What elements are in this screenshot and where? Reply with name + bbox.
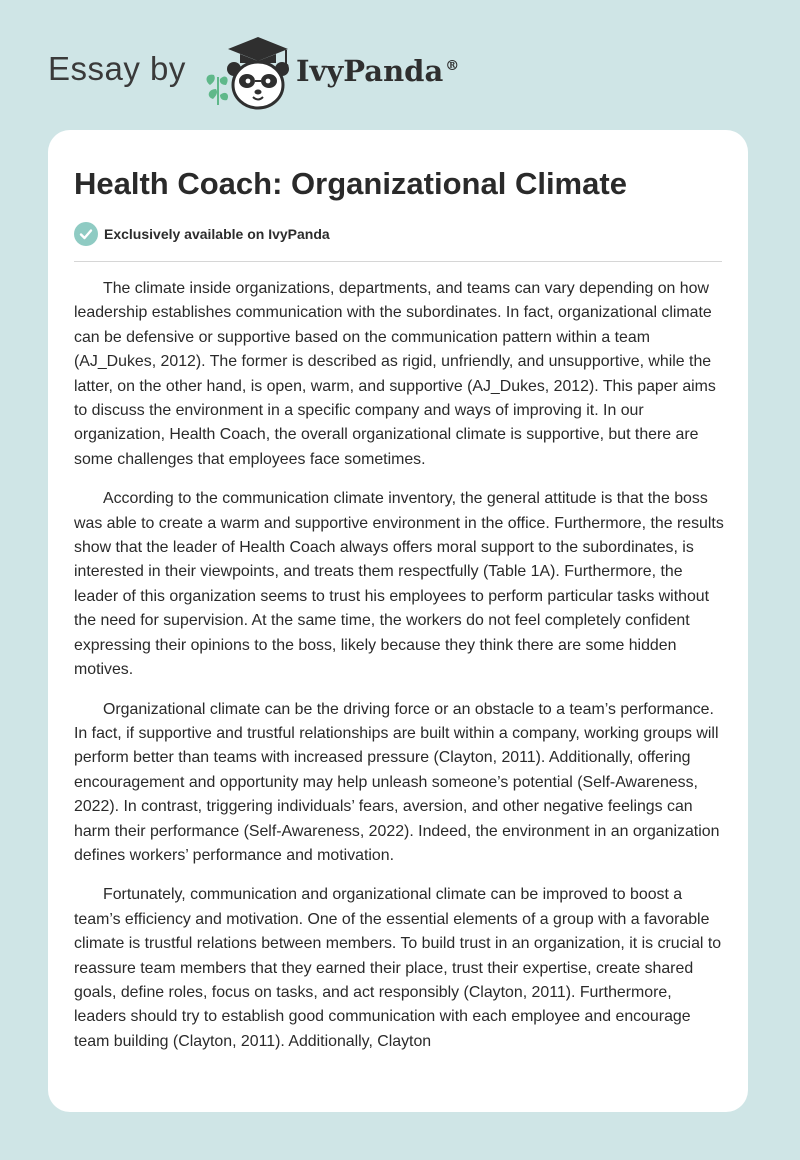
registered-mark: ® (445, 58, 460, 75)
panda-graduate-logo-icon[interactable] (200, 35, 292, 111)
paragraph: Organizational climate can be the driving force or an obstacle to a team’s performance. In fact, if supportive and trustful relationships are built within a company, working groups will perform better than teams with increased pressure (Clayton, 2011). Additionally, offering encouragement and opportunity may help unleash someone’s potential (Self-Awareness, 2022). In contrast, triggering individuals’ fears, aversion, and other negative feelings can harm their performance (Self-Awareness, 2022). Indeed, the environment in an organization defines workers’ performance and motivation. (74, 700, 720, 864)
exclusive-badge (74, 222, 330, 246)
essay-card (48, 130, 748, 1112)
paragraph: According to the communication climate inventory, the general attitude is that the boss was able to create a warm and supportive environment in the office. Furthermore, the results show that the leader of Health Coach always offers moral support to the subordinates, is interested in their viewpoints, and treats them respectfully (Table 1A). Furthermore, the leader of this organization seems to trust his employees to perform particular tasks without the need for supervision. At the same time, the workers do not feel completely confident expressing their opinions to the boss, likely because they think there are some hidden motives. (74, 490, 724, 679)
brand-name[interactable]: IvyPanda ® (296, 54, 460, 88)
check-circle-icon (74, 222, 98, 246)
exclusive-badge-text: Exclusively available on IvyPanda (104, 226, 330, 242)
paragraph: The climate inside organizations, departments, and teams can vary depending on how leadership establishes communication with the subordinates. In fact, organizational climate can be defensive or supportive based on the communication pattern within a team (AJ_Dukes, 2012). The former is described as rigid, unfriendly, and unsupportive, while the latter, on the other hand, is open, warm, and supportive (AJ_Dukes, 2012). This paper aims to discuss the environment in a specific company and ways of improving it. In our organization, Health Coach, the overall organizational climate is supportive, but there are some challenges that employees face sometimes. (74, 280, 716, 468)
essay-body (74, 277, 725, 1097)
essay-title: Health Coach: Organizational Climate (74, 166, 627, 201)
site-header (0, 0, 800, 130)
essay-by-label: Essay by (48, 50, 186, 87)
paragraph: Fortunately, communication and organizational climate can be improved to boost a team’s efficiency and motivation. One of the essential elements of a group with a favorable climate is trustful relations between members. To build trust in an organization, it is crucial to reassure team members that they earned their place, trust their expertise, create shared goals, define roles, focus on tasks, and act responsibly (Clayton, 2011). Furthermore, leaders should try to establish good communication with each employee and encourage team building (Clayton, 2011). Additionally, Clayton (74, 886, 722, 1050)
title-divider (74, 261, 722, 262)
